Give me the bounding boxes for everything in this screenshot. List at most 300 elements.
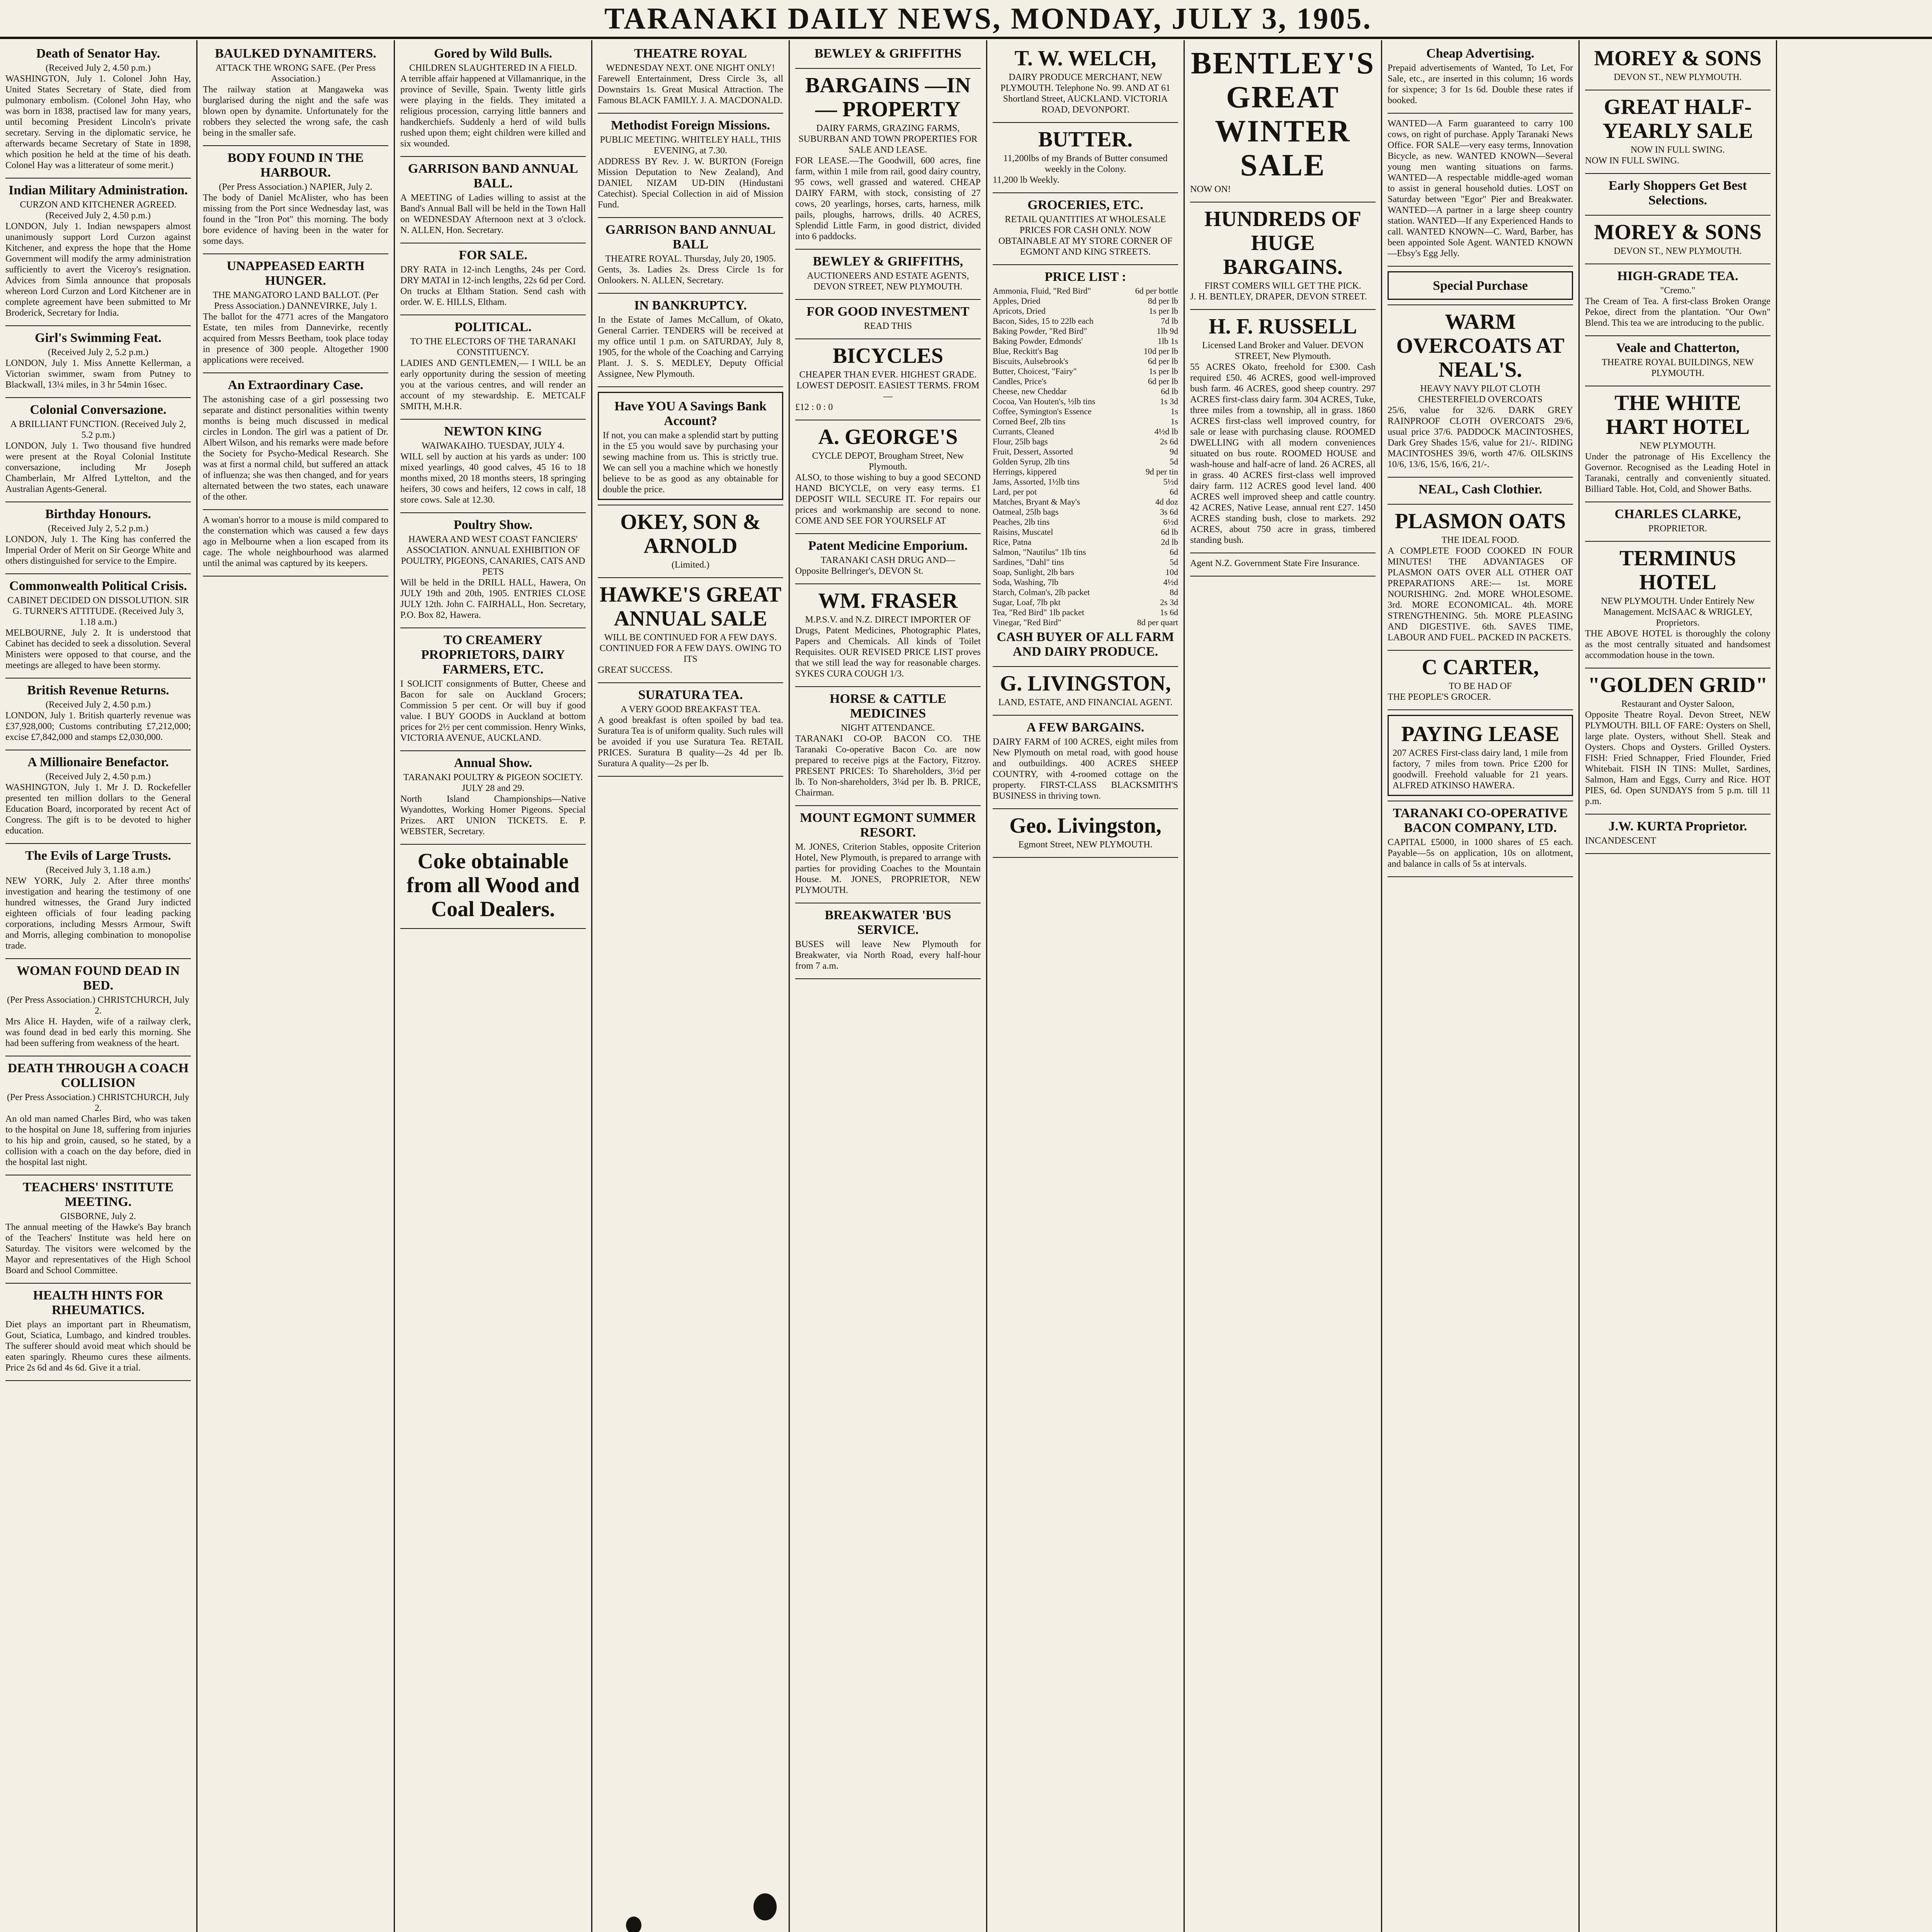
article-headline: Geo. Livingston, xyxy=(1009,814,1162,838)
article-headline: HEALTH HINTS FOR RHEUMATICS. xyxy=(33,1288,163,1317)
price-value: 6d per lb xyxy=(1148,376,1178,386)
price-row xyxy=(993,507,1178,517)
column-rule xyxy=(5,573,191,574)
article-subhead: FIRST COMERS WILL GET THE PICK. xyxy=(1204,281,1361,291)
article xyxy=(1190,315,1376,546)
article-headline: Have YOU A Savings Bank Account? xyxy=(614,399,767,428)
article-subhead: A VERY GOOD BREAKFAST TEA. xyxy=(620,704,761,714)
newspaper-columns xyxy=(0,40,1932,1932)
article-headline: IN BANKRUPTCY. xyxy=(634,298,747,313)
article-body: The ballot for the 4771 acres of the Mangatoro Estate, ten miles from Dannevirke, recently acquired from Messrs Beetham, took place today in presence of 300 people. Altogether 1900 applications were received. xyxy=(203,312,388,365)
column-rule xyxy=(203,576,388,577)
article-body: NOW IN FULL SWING. xyxy=(1585,156,1679,166)
price-item: Soap, Sunlight, 2lb bars xyxy=(993,567,1074,577)
column-rule xyxy=(203,253,388,254)
column-7 xyxy=(1185,40,1382,1932)
price-row xyxy=(993,537,1178,547)
article-headline: NEAL, Cash Clothier. xyxy=(1418,482,1542,497)
article xyxy=(5,755,191,836)
article xyxy=(1388,655,1573,702)
price-row xyxy=(993,467,1178,477)
column-rule xyxy=(598,386,783,387)
price-value: 6d per lb xyxy=(1148,356,1178,366)
price-value: 1lb 9d xyxy=(1156,326,1178,336)
article-subhead: (Received July 2, 4.50 p.m.) xyxy=(46,700,151,710)
price-row xyxy=(993,326,1178,336)
article-body: M. JONES, Criterion Stables, opposite Criterion Hotel, New Plymouth, is prepared to arrange with parties for providing Coaches to the Mountain House. M. JONES, PROPRIETOR, NEW PLYMOUTH. xyxy=(795,842,981,895)
column-rule xyxy=(795,686,981,687)
article-subhead: THE IDEAL FOOD. xyxy=(1441,535,1519,545)
article xyxy=(795,539,981,577)
price-item: Cocoa, Van Houten's, ½lb tins xyxy=(993,396,1095,406)
column-rule xyxy=(1388,266,1573,267)
price-value: 8d xyxy=(1170,587,1178,597)
article-subhead: (Received July 2, 4.50 p.m.) xyxy=(46,772,151,782)
price-list xyxy=(993,286,1178,628)
article xyxy=(598,46,783,106)
article xyxy=(5,683,191,743)
article xyxy=(1585,179,1770,208)
article-body: J. H. BENTLEY, DRAPER, DEVON STREET. xyxy=(1190,292,1367,302)
article-headline: GREAT HALF-YEARLY SALE xyxy=(1602,95,1753,143)
column-rule xyxy=(400,156,586,157)
price-value: 8d per lb xyxy=(1148,296,1178,306)
article-headline: Girl's Swimming Feat. xyxy=(35,331,162,345)
article xyxy=(993,128,1178,185)
article-headline: A Millionaire Benefactor. xyxy=(27,755,169,769)
price-value: 1s xyxy=(1170,417,1178,426)
article-headline: BAULKED DYNAMITERS. xyxy=(215,46,376,61)
article-subhead: DAIRY FARMS, GRAZING FARMS, SUBURBAN AND TOWN PROPERTIES FOR SALE AND LEASE. xyxy=(798,123,978,155)
article-body: A terrible affair happened at Villamanrique, in the province of Seville, Spain. Twenty little girls were playing in the fields. They imitated a religious procession, carrying little banners and handkerchiefs. Suddenly a herd of wild bulls rushed upon them; eight children were killed and six wounded. xyxy=(400,74,586,149)
column-rule xyxy=(598,217,783,218)
article-headline: WM. FRASER xyxy=(818,589,958,613)
article-subhead: (Per Press Association.) CHRISTCHURCH, July 2. xyxy=(7,1092,190,1113)
article xyxy=(1585,220,1770,257)
column-rule xyxy=(400,512,586,513)
article xyxy=(598,510,783,570)
article-body: LONDON, July 1. Two thousand five hundred were present at the Royal Colonial Institute conversazione, including Mr Joseph Chamberlain, Mr Alfred Lyttelton, and the Australian Agents-General. xyxy=(5,441,191,494)
price-list-title: PRICE LIST : xyxy=(1044,270,1126,284)
article xyxy=(1585,673,1770,807)
column-rule xyxy=(5,1380,191,1381)
column-rule xyxy=(795,978,981,979)
price-value: 5d xyxy=(1170,457,1178,466)
article xyxy=(1585,507,1770,534)
article-subhead: TO BE HAD OF xyxy=(1449,681,1512,691)
article-headline: "GOLDEN GRID" xyxy=(1588,673,1768,697)
article-body: NOW ON! xyxy=(1190,184,1231,194)
article xyxy=(400,518,586,621)
article-body: Farewell Entertainment, Dress Circle 3s, all Downstairs 1s. Great Musical Attraction. The Famous BLACK FAMILY. J. A. MACDONALD. xyxy=(598,74,783,105)
article-subhead: DEVON ST., NEW PLYMOUTH. xyxy=(1614,246,1742,256)
article-subhead: (Per Press Association.) CHRISTCHURCH, July 2. xyxy=(7,995,190,1016)
article xyxy=(203,259,388,366)
article-subhead: PUBLIC MEETING. WHITELEY HALL, THIS EVENING, at 7.30. xyxy=(600,135,781,156)
article xyxy=(1388,509,1573,643)
article-body: LONDON, July 1. British quarterly revenue was £37,928,000; Customs contributing £7,212,000; excise £7,842,000 and stamps £2,030,000. xyxy=(5,711,191,742)
article xyxy=(400,320,586,412)
article-headline: DEATH THROUGH A COACH COLLISION xyxy=(7,1061,189,1090)
article xyxy=(203,46,388,138)
column-rule xyxy=(400,419,586,420)
article-headline: HUNDREDS OF HUGE BARGAINS. xyxy=(1204,207,1362,279)
article-subhead: WEDNESDAY NEXT. ONE NIGHT ONLY! xyxy=(606,63,775,73)
price-value: 3s 6d xyxy=(1160,507,1178,517)
price-item: Peaches, 2lb tins xyxy=(993,517,1050,527)
price-item: Oatmeal, 25lb bags xyxy=(993,507,1059,517)
article-headline: HORSE & CATTLE MEDICINES xyxy=(830,692,946,721)
article-subhead: (Received July 3, 1.18 a.m.) xyxy=(46,865,151,875)
article-headline: Patent Medicine Emporium. xyxy=(808,539,968,553)
price-item: Currants, Cleaned xyxy=(993,427,1054,436)
article-subhead: TARANAKI CASH DRUG AND— xyxy=(820,555,956,565)
article-subhead: CHEAPER THAN EVER. HIGHEST GRADE. LOWEST DEPOSIT. EASIEST TERMS. FROM— xyxy=(796,370,980,401)
price-row xyxy=(993,316,1178,326)
article xyxy=(993,198,1178,257)
article-body: LONDON, July 1. Indian newspapers almost unanimously support Lord Curzon against Kitchener, and express the hope that the Home Government will modify the army administration sufficiently to avert the Viceroy's resignation. Advices from Simla announce that proposals whereon Lord Curzon and Lord Kitchener are in complete agreement have been submitted to Mr Broderick, Secretary for India. xyxy=(5,221,191,318)
article-body: 11,200 lb Weekly. xyxy=(993,175,1060,185)
article xyxy=(795,908,981,971)
article-body: 55 ACRES Okato, freehold for £300. Cash required £50. 46 ACRES, good well-improved bush farm. 46 ACRES, good sheep country. 297 ACRES first-class dairy farm. 304 ACRES, Tuke, three miles from a township, all in grass. 1860 ACRES first-class well improved country, for sale or lease with purchasing clause. ROOMED DWELLING with all modern conveniences situated on bus route. ROOMED HOUSE and wash-house and half-acre of land. 26 ACRES, all in grass. 40 ACRES first-class well improved dairy farm. 112 ACRES good level land. 400 ACRES well improved sheep and cattle country. 42 ACRES, Native Lease, annual rent £27. 1450 ACRES standing bush, close to markets. 292 ACRES, about 750 acre in grass, timbered standing bush. xyxy=(1190,362,1376,545)
article-headline: BUTTER. xyxy=(1038,128,1133,151)
article-subhead: AUCTIONEERS AND ESTATE AGENTS, DEVON STREET, NEW PLYMOUTH. xyxy=(807,271,969,292)
column-rule xyxy=(1388,876,1573,877)
price-row xyxy=(993,306,1178,316)
article-headline: TEACHERS' INSTITUTE MEETING. xyxy=(22,1180,174,1209)
article-headline: NEWTON KING xyxy=(444,424,542,439)
column-rule xyxy=(795,338,981,339)
article xyxy=(993,46,1178,115)
article xyxy=(795,254,981,292)
article-headline: Annual Show. xyxy=(454,756,532,770)
article xyxy=(5,331,191,390)
article-body: Opposite Bellringer's, DEVON St. xyxy=(795,566,923,576)
article xyxy=(5,579,191,671)
article xyxy=(1190,558,1376,569)
article-body: LONDON, July 1. The King has conferred the Imperial Order of Merit on Sir George White and others distinguished for service to the Empire. xyxy=(5,534,191,566)
column-rule xyxy=(203,145,388,146)
article xyxy=(795,692,981,798)
price-value: 9d xyxy=(1170,447,1178,456)
article-body: I SOLICIT consignments of Butter, Cheese and Bacon for sale on Auckland Grocers; Commission 5 per cent. Or will buy if good value. I BUY GOODS in Auckland at bottom prices for 2½ per cent commission. Henry Winks, VICTORIA AVENUE, AUCKLAND. xyxy=(400,679,586,743)
article-subhead: NEW PLYMOUTH. xyxy=(1639,441,1716,451)
price-value: 7d lb xyxy=(1161,316,1178,326)
column-rule xyxy=(1585,173,1770,174)
price-value: 4½d xyxy=(1163,577,1178,587)
price-item: Sardines, "Dahl" tins xyxy=(993,557,1064,567)
article-subhead: 11,200lbs of my Brands of Butter consumed weekly in the Colony. xyxy=(1003,153,1168,174)
article xyxy=(1585,391,1770,495)
article-headline: WARM OVERCOATS AT NEAL'S. xyxy=(1396,310,1565,382)
article-subhead: PROPRIETOR. xyxy=(1648,524,1708,534)
article-body: Drugs, Patent Medicines, Photographic Plates, Papers and Chemicals. All kinds of Toilet Requisites. OUR REVISED PRICE LIST proves that we still lead the way for reasonable charges. SYKES CURA COUGH 1/3. xyxy=(795,626,981,679)
article-headline: Poultry Show. xyxy=(453,518,533,532)
column-rule xyxy=(598,682,783,683)
article-headline: BICYCLES xyxy=(832,344,944,368)
price-value: 6½d xyxy=(1163,517,1178,527)
article-subhead: CABINET DECIDED ON DISSOLUTION. SIR G. TURNER'S ATTITUDE. (Received July 3, 1.18 a.m.) xyxy=(7,595,189,627)
article-body: 25/6, value for 32/6. DARK GREY RAINPROOF CLOTH OVERCOATS 29/6, usual price 37/6. PADDOCK MACINTOSHES, Dark Grey Shades 15/6, value for 21/-. RIDING MACINTOSHES 39/6, worth 47/6. OILSKINS 10/6, 13/6, 15/6, 16/6, 21/-. xyxy=(1388,405,1573,469)
article xyxy=(400,248,586,308)
price-row xyxy=(993,607,1178,617)
price-row xyxy=(993,417,1178,427)
article-body: The astonishing case of a girl possessing two separate and distinct personalities within twenty months is being much discussed in medical circles in London. The girl was a patient of Dr. Albert Wilson, and his remarks were made before the Society for Psycho-Medical Research. She was at first a normal child, but suffered an attack of influenza; she was then changed, and for years alternated between the two states, each unaware of the other. xyxy=(203,395,388,502)
column-rule xyxy=(1190,309,1376,310)
price-item: Soda, Washing, 7lb xyxy=(993,577,1059,587)
column-rule xyxy=(598,293,783,294)
column-3 xyxy=(395,40,592,1932)
article xyxy=(1585,95,1770,166)
column-rule xyxy=(795,583,981,584)
column-8 xyxy=(1382,40,1580,1932)
price-row xyxy=(993,437,1178,447)
price-value: 2s 3d xyxy=(1160,597,1178,607)
article xyxy=(795,425,981,526)
article-body: THE PEOPLE'S GROCER. xyxy=(1388,692,1491,702)
article-headline: FOR GOOD INVESTMENT xyxy=(806,304,969,319)
column-rule xyxy=(5,178,191,179)
article-headline: Commonwealth Political Crisis. xyxy=(9,579,187,593)
article-subhead: CHILDREN SLAUGHTERED IN A FIELD. xyxy=(409,63,577,73)
price-value: 10d xyxy=(1165,567,1178,577)
article xyxy=(795,304,981,332)
price-row xyxy=(993,406,1178,417)
article-body: INCANDESCENT xyxy=(1585,836,1656,846)
article xyxy=(5,1180,191,1276)
article-headline: MOREY & SONS xyxy=(1594,46,1762,70)
price-value: 6d lb xyxy=(1161,527,1178,537)
article-body: TARANAKI CO-OP. BACON CO. THE Taranaki Co-operative Bacon Co. are now prepared to receive pigs at the Factory, Fitzroy. PRESENT PRICES: To Shareholders, 3½d per lb. To Non-shareholders, 3¼d per lb. B. PRICE, Chairman. xyxy=(795,734,981,798)
article-subhead: Egmont Street, NEW PLYMOUTH. xyxy=(1018,840,1153,850)
article-subhead: READ THIS xyxy=(864,321,912,331)
column-rule xyxy=(1388,709,1573,710)
article xyxy=(1190,46,1376,195)
article-body: Opposite Theatre Royal. Devon Street, NEW PLYMOUTH. BILL OF FARE: Oysters on Shell, large plate. Oysters, without Shell. Steak and Oysters. Chops and Oysters. Grilled Oysters. FISH: Fried Schnapper, Fried Flounder, Fried Whitebait. FISH IN TINS: Mullet, Sardines, Salmon, Ham and Eggs, Curry and Rice. HOT PIES, 6d. Open SUNDAYS from 5 p.m. till 11 p.m. xyxy=(1585,710,1770,806)
price-item: Herrings, kippered xyxy=(993,467,1056,476)
price-item: Salmon, "Nautilus" 1lb tins xyxy=(993,547,1086,557)
column-rule xyxy=(993,264,1178,265)
column-rule xyxy=(598,113,783,114)
article-headline: THE WHITE HART HOTEL xyxy=(1606,391,1750,439)
article xyxy=(598,118,783,210)
article-headline: J.W. KURTA Proprietor. xyxy=(1608,819,1747,833)
article-body: Under the patronage of His Excellency the Governor. Recognised as the Leading Hotel in Taranaki, centrally and conveniently situated. Billiard Table. Hot, Cold, and Shower Baths. xyxy=(1585,452,1770,494)
article-subhead: (Received July 2, 5.2 p.m.) xyxy=(48,524,148,534)
article xyxy=(5,183,191,318)
column-rule xyxy=(5,843,191,844)
article xyxy=(400,756,586,837)
price-value: 1s per lb xyxy=(1149,366,1178,376)
article xyxy=(203,515,388,569)
article-headline: MOREY & SONS xyxy=(1594,220,1762,244)
price-item: Biscuits, Aulsebrook's xyxy=(993,356,1068,366)
article-headline: POLITICAL. xyxy=(454,320,532,334)
price-row xyxy=(993,567,1178,577)
price-row xyxy=(993,396,1178,406)
price-row xyxy=(993,457,1178,467)
ink-blot xyxy=(753,1893,777,1920)
article-subhead: TO THE ELECTORS OF THE TARANAKI CONSTITUENCY. xyxy=(410,337,576,357)
column-rule xyxy=(1388,304,1573,305)
article-body: THE ABOVE HOTEL is thoroughly the colony as the most centrally situated and handsomest accommodation house in the town. xyxy=(1585,629,1770,660)
article-headline: Death of Senator Hay. xyxy=(36,46,160,61)
column-rule xyxy=(993,808,1178,809)
article-headline: TARANAKI CO-OPERATIVE BACON COMPANY, LTD. xyxy=(1393,806,1568,835)
article-headline: A FEW BARGAINS. xyxy=(1026,720,1145,735)
article-headline: GROCERIES, ETC. xyxy=(1027,198,1143,212)
price-item: Ammonia, Fluid, "Red Bird" xyxy=(993,286,1091,296)
price-row xyxy=(993,547,1178,557)
article xyxy=(1585,546,1770,661)
article xyxy=(993,720,1178,801)
column-5 xyxy=(790,40,987,1932)
price-row xyxy=(993,487,1178,497)
article xyxy=(795,344,981,413)
column-rule xyxy=(993,857,1178,858)
article-headline: WOMAN FOUND DEAD IN BED. xyxy=(16,964,180,993)
price-row xyxy=(993,557,1178,567)
price-value: 6d xyxy=(1170,547,1178,557)
article xyxy=(400,633,586,743)
column-9 xyxy=(1580,40,1777,1932)
price-value: 1s xyxy=(1170,406,1178,416)
price-row xyxy=(993,497,1178,507)
article xyxy=(5,403,191,495)
price-value: 6d lb xyxy=(1161,386,1178,396)
article-body: WANTED—A Farm guaranteed to carry 100 cows, on right of purchase. Apply Taranaki News Office. FOR SALE—very easy terms, Innovation Bicycle, as new. WANTED KNOWN—Several young men wanting situations on farms. WANTED—A respectable middle-aged woman to assist in general household duties. LOST on Saturday between "Egor" Pier and Breakwater. WANTED—A partner in a large sheep country station. WANTED—If any Experienced Hands to call. WANTED KNOWN—C. Ward, Barber, has been appointed Sole Agent. WANTED KNOWN—Ebsy's Egg Jelly. xyxy=(1388,119,1573,259)
article xyxy=(795,73,981,242)
article-headline: BENTLEY'S GREAT WINTER SALE xyxy=(1190,46,1375,182)
column-rule xyxy=(598,776,783,777)
article-headline: BEWLEY & GRIFFITHS, xyxy=(813,254,963,269)
column-rule xyxy=(993,715,1178,716)
article-headline: Cheap Advertising. xyxy=(1426,46,1534,61)
article-body: WILL sell by auction at his yards as under: 100 mixed yearlings, 40 good calves, 45 16 to 18 months mixed, 20 18 months steers, 18 springing heifers, 30 cows and heifers, 12 cows in calf, 18 store cows. Sale at 12.30. xyxy=(400,452,586,505)
article-headline: Colonial Conversazione. xyxy=(30,403,167,417)
price-item: Sugar, Loaf, 7lb pkt xyxy=(993,597,1061,607)
price-value: 6d per bottle xyxy=(1135,286,1178,296)
article-headline: Coke obtainable from all Wood and Coal Dealers. xyxy=(406,849,580,921)
article-headline: Gored by Wild Bulls. xyxy=(434,46,553,61)
column-rule xyxy=(795,805,981,806)
price-row xyxy=(993,356,1178,366)
article-headline: An Extraordinary Case. xyxy=(228,378,364,392)
price-item: Golden Syrup, 2lb tins xyxy=(993,457,1070,466)
article-headline: The Evils of Large Trusts. xyxy=(25,849,171,863)
price-item: Coffee, Symington's Essence xyxy=(993,406,1092,416)
price-item: Starch, Colman's, 2lb packet xyxy=(993,587,1090,597)
column-rule xyxy=(1585,814,1770,815)
price-row xyxy=(993,447,1178,457)
price-row xyxy=(993,376,1178,386)
price-item: Vinegar, "Red Bird" xyxy=(993,617,1061,627)
article xyxy=(1388,715,1573,796)
column-rule xyxy=(993,666,1178,667)
article-body: A COMPLETE FOOD COOKED IN FOUR MINUTES! THE ADVANTAGES OF PLASMON OATS OVER ALL OTHER OAT PREPARATIONS ARE:— 1st. MORE NOURISHING. 2nd. MORE WHOLESOME. 3rd. MORE ECONOMICAL. 4th. MORE STRENGTHENING. 5th. MORE PLEASING AND DIGESTIVE. 6th. SAVES TIME, LABOUR AND FUEL. PACKED IN PACKETS. xyxy=(1388,546,1573,643)
article-headline: PAYING LEASE xyxy=(1401,722,1560,746)
article-body: The railway station at Mangaweka was burglarised during the night and the safe was blown open by dynamite. Unfortunately for the robbers they selected the wrong safe, the cash being in the smaller safe. xyxy=(203,85,388,138)
article xyxy=(598,223,783,286)
article-headline: Birthday Honours. xyxy=(45,507,151,521)
column-2 xyxy=(197,40,395,1932)
article-headline: PLASMON OATS xyxy=(1395,509,1566,533)
price-row xyxy=(993,527,1178,537)
article-headline: TO CREAMERY PROPRIETORS, DAIRY FARMERS, ETC. xyxy=(421,633,565,677)
article xyxy=(5,849,191,951)
column-rule xyxy=(795,533,981,534)
article xyxy=(598,583,783,675)
article xyxy=(1388,806,1573,869)
article-subhead: (Limited.) xyxy=(672,560,709,570)
article-subhead: HEAVY NAVY PILOT CLOTH CHESTERFIELD OVERCOATS xyxy=(1418,384,1543,405)
article-headline: GARRISON BAND ANNUAL BALL xyxy=(605,223,776,252)
article-body: The Cream of Tea. A first-class Broken Orange Pekoe, direct from the plantation. "Our Own" Blend. This tea we are introducing to the public. xyxy=(1585,296,1770,328)
article xyxy=(993,672,1178,708)
article-headline: UNAPPEASED EARTH HUNGER. xyxy=(226,259,365,288)
price-item: Fruit, Dessert, Assorted xyxy=(993,447,1073,456)
article-subhead: NEW PLYMOUTH. Under Entirely New Management. McISAAC & WRIGLEY, Proprietors. xyxy=(1601,596,1755,628)
article-headline: SURATURA TEA. xyxy=(638,688,743,702)
article-subhead: WAIWAKAIHO. TUESDAY, JULY 4. xyxy=(422,441,565,451)
article-subhead: CURZON AND KITCHENER AGREED. (Received July 2, 4.50 p.m.) xyxy=(20,200,177,221)
column-rule xyxy=(5,1283,191,1284)
article-subhead: Licensed Land Broker and Valuer. DEVON STREET, New Plymouth. xyxy=(1202,340,1364,361)
article-body: Agent N.Z. Government State Fire Insurance. xyxy=(1190,558,1360,568)
article xyxy=(795,589,981,679)
article-headline: T. W. WELCH, xyxy=(1014,46,1156,70)
column-rule xyxy=(1388,477,1573,478)
article-headline: British Revenue Returns. xyxy=(27,683,169,697)
newspaper-title: TARANAKI DAILY NEWS, MONDAY, JULY 3, 1905. xyxy=(604,2,1372,35)
price-item: Lard, per pot xyxy=(993,487,1037,497)
article xyxy=(5,964,191,1049)
article-body: DRY RATA in 12-inch Lengths, 24s per Cord. DRY MATAI in 12-inch lengths, 22s 6d per Cord. On trucks at Eltham Station. Send cash with order. W. E. HILLS, Eltham. xyxy=(400,265,586,307)
price-item: Flour, 25lb bags xyxy=(993,437,1048,446)
price-item: Blue, Reckitt's Bag xyxy=(993,346,1058,356)
article-subhead: A BRILLIANT FUNCTION. (Received July 2, 5.2 p.m.) xyxy=(10,419,186,440)
article-headline: BODY FOUND IN THE HARBOUR. xyxy=(227,151,364,180)
article-subhead: (Received July 2, 4.50 p.m.) xyxy=(46,63,151,73)
price-value: 1lb 1s xyxy=(1157,336,1178,346)
price-row xyxy=(993,477,1178,487)
article xyxy=(5,507,191,566)
article-headline: Veale and Chatterton, xyxy=(1616,341,1740,355)
article xyxy=(993,814,1178,850)
article-subhead: HAWERA AND WEST COAST FANCIERS' ASSOCIATION. ANNUAL EXHIBITION OF POULTRY, PIGEONS, CANARIES, CATS AND PETS xyxy=(401,534,585,577)
article-headline: C CARTER, xyxy=(1422,655,1539,679)
article-headline: BEWLEY & GRIFFITHS xyxy=(814,46,962,61)
price-row xyxy=(993,597,1178,607)
article-subhead: M.P.S.V. and N.Z. DIRECT IMPORTER OF xyxy=(805,615,971,625)
article-body: ADDRESS BY Rev. J. W. BURTON (Foreign Mission Deputation to New Zealand), And DANIEL NIZAM UD-DIN (Hindustani Catechist). Special Collection in aid of Mission Fund. xyxy=(598,156,783,210)
price-value: 2d lb xyxy=(1161,537,1178,547)
article-headline: Methodist Foreign Missions. xyxy=(611,118,770,133)
article xyxy=(598,688,783,769)
article xyxy=(993,630,1178,659)
price-value: 1s 3d xyxy=(1160,396,1178,406)
article-subhead: (Received July 2, 5.2 p.m.) xyxy=(48,347,148,357)
article-headline: GARRISON BAND ANNUAL BALL. xyxy=(408,162,578,190)
price-item: Butter, Choicest, "Fairy" xyxy=(993,366,1077,376)
article-subhead: CYCLE DEPOT, Brougham Street, New Plymouth. xyxy=(812,451,964,472)
column-rule xyxy=(1585,541,1770,542)
article-body: WASHINGTON, July 1. Mr J. D. Rockefeller presented ten million dollars to the General Education Board, incorporated by recent Act of Congress. The gift is to be devoted to higher education. xyxy=(5,782,191,836)
price-row xyxy=(993,296,1178,306)
masthead xyxy=(0,0,1932,39)
price-value: 8d per quart xyxy=(1137,617,1178,627)
price-row xyxy=(993,346,1178,356)
